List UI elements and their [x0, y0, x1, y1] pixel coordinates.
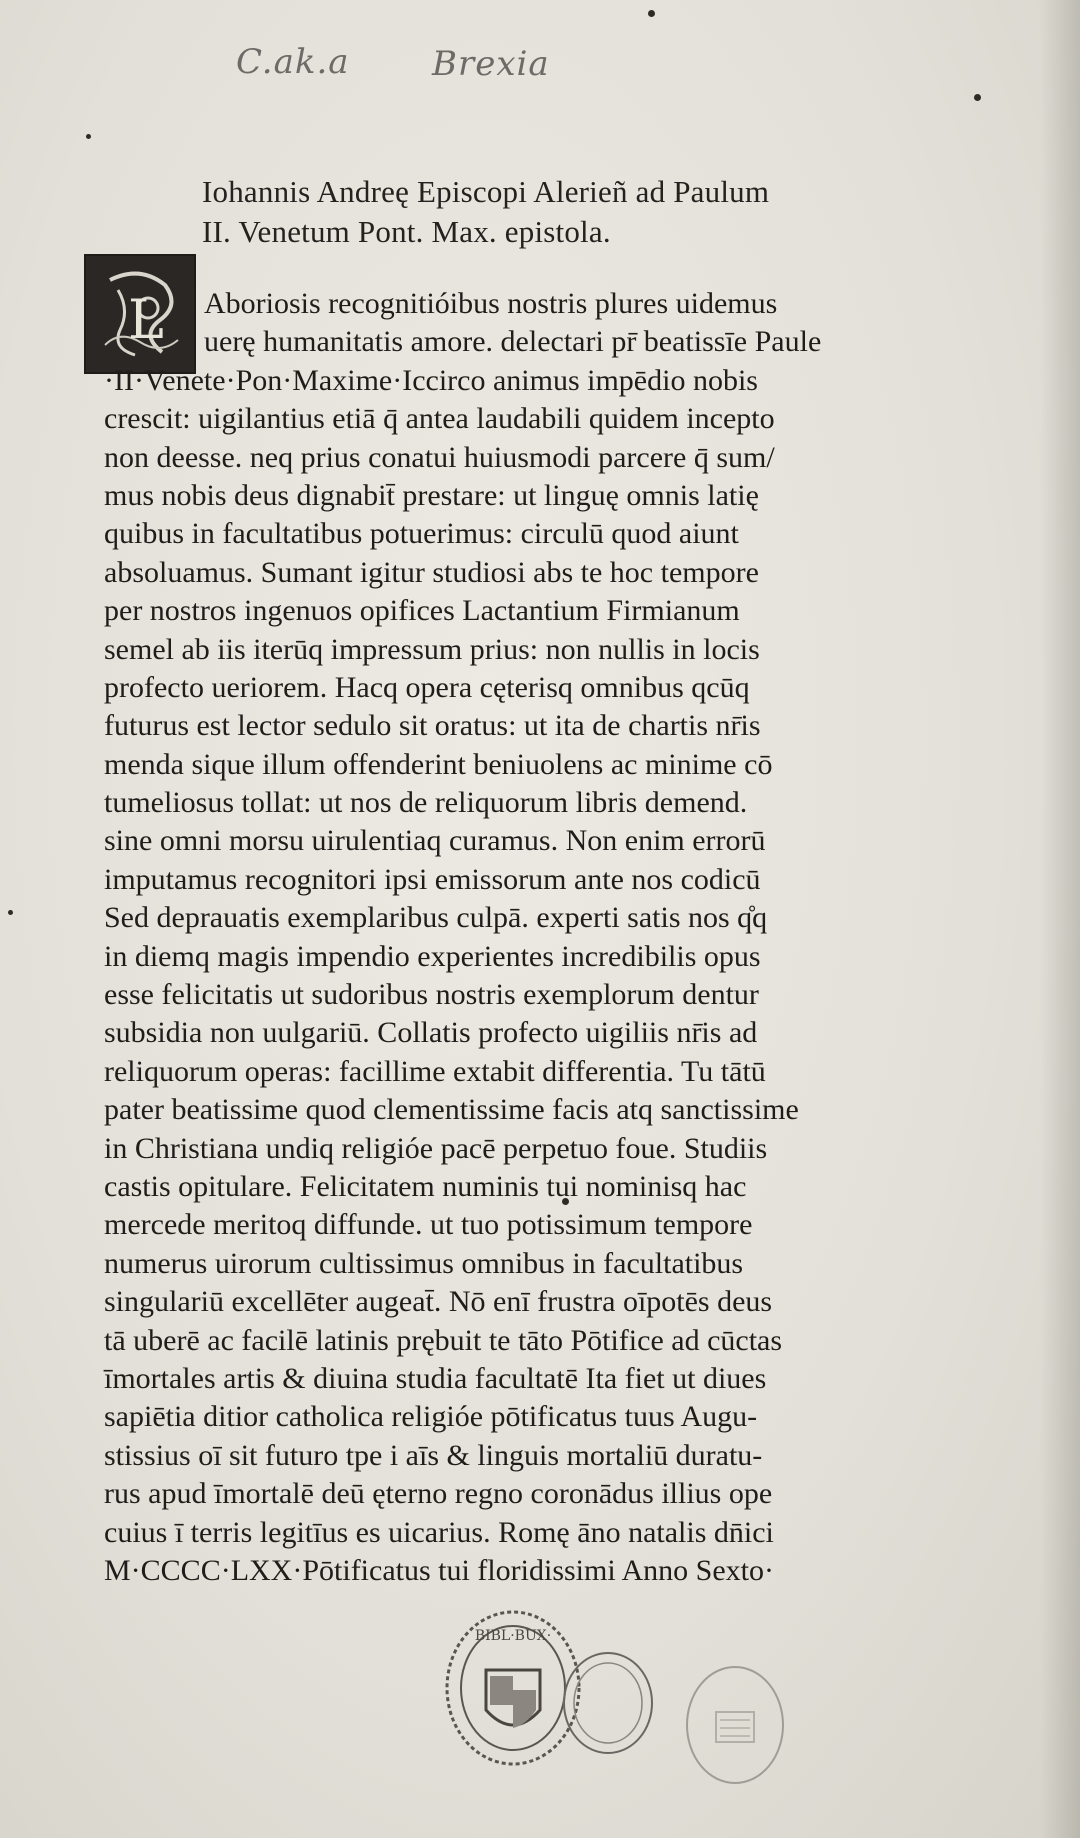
text-line: quibus in facultatibus potuerimus: circulū quod aiunt: [104, 517, 739, 551]
ink-speck: [86, 134, 91, 139]
faded-stamp-icon: [558, 1648, 658, 1758]
ink-speck: [8, 910, 13, 915]
marginal-note-right: Brexia: [432, 44, 550, 84]
text-line: imputamus recognitori ipsi emissorum ante nos codicū: [104, 862, 761, 896]
ink-speck: [648, 10, 655, 17]
svg-text:BIBL·BUX·: BIBL·BUX·: [474, 1628, 552, 1644]
text-line: tā uberē ac facilē latinis prębuit te tāto Pōtifice ad cūctas: [104, 1323, 783, 1357]
text-line: absoluamus. Sumant igitur studiosi abs te hoc tempore: [104, 555, 759, 589]
text-line: uerę humanitatis amore. delectari pr̄ beatissīe Paule: [204, 325, 822, 359]
marginal-note-left: C.ak.a: [236, 42, 350, 82]
text-line: numerus uirorum cultissimus omnibus in facultatibus: [104, 1246, 744, 1280]
text-line: cuius ī terris legitīus es uicarius. Romę āno natalis dn̄ici: [104, 1515, 774, 1549]
faint-stamp-icon: [680, 1660, 790, 1790]
text-line: īmortales artis & diuina studia facultatē Ita fiet ut diues: [104, 1361, 767, 1395]
text-line: in diemq magis impendio experientes incredibilis opus: [104, 939, 761, 973]
text-line: reliquorum operas: facillime extabit differentia. Tu tātū: [104, 1054, 766, 1088]
text-line: futurus est lector sedulo sit oratus: ut ita de chartis nr̄is: [104, 709, 761, 743]
text-line: profecto ueriorem. Hacq opera cęterisq omnibus qcūq: [104, 670, 750, 704]
text-line: in Christiana undiq religióe pacē perpetuo foue. Studiis: [104, 1131, 768, 1165]
text-line: non deesse. neq prius conatui huiusmodi parcere q̄ sum/: [104, 440, 775, 474]
text-line: sapiētia ditior catholica religióe pōtificatus tuus Augu-: [104, 1400, 758, 1434]
text-line: esse felicitatis ut sudoribus nostris exemplorum dentur: [104, 978, 759, 1012]
text-line: sine omni morsu uirulentiaq curamus. Non enim errorū: [104, 824, 766, 858]
text-line: semel ab iis iterūq impressum prius: non nullis in locis: [104, 632, 760, 666]
heading-line-1: Iohannis Andreę Episcopi Alerieñ ad Paulum: [202, 174, 770, 209]
text-line: subsidia non uulgariū. Collatis profecto uigiliis nr̄is ad: [104, 1016, 758, 1050]
text-line: M·CCCC·LXX·Pōtificatus tui floridissimi Anno Sexto·: [104, 1553, 775, 1587]
text-line: menda sique illum offenderint beniuolens ac minime cō: [104, 747, 773, 781]
text-line: ·II·Venete·Pon·Maxime·Iccirco animus impēdio nobis: [104, 363, 758, 397]
text-line: stissius oī sit futuro tpe i aīs & linguis mortaliū duratu-: [104, 1438, 763, 1472]
svg-text:L: L: [128, 288, 164, 351]
text-line: crescit: uigilantius etiā q̄ antea laudabili quidem incepto: [104, 402, 775, 436]
text-line: per nostros ingenuos opifices Lactantium Firmianum: [104, 594, 740, 628]
page-edge-shadow: [1040, 0, 1080, 1838]
text-line: Sed deprauatis exemplaribus culpā. experti satis nos q̊q: [104, 901, 768, 935]
text-line: mercede meritoq diffunde. ut tuo potissimum tempore: [104, 1208, 753, 1242]
heading-line-2: II. Venetum Pont. Max. epistola.: [202, 214, 611, 249]
text-line: rus apud īmortalē deū ęterno regno coronādus illius ope: [104, 1477, 773, 1511]
text-line: singulariū excellēter augeat̄. Nō enī frustra oīpotēs deus: [104, 1285, 773, 1319]
epistle-body: [104, 285, 934, 1590]
text-line: tumeliosus tollat: ut nos de reliquorum libris demend.: [104, 786, 748, 820]
text-line: castis opitulare. Felicitatem numinis tui nominisq hac: [104, 1169, 747, 1203]
ink-speck: [974, 94, 981, 101]
text-line: pater beatissime quod clementissime facis atq sanctissime: [104, 1093, 799, 1127]
text-line: Aboriosis recognitióibus nostris plures uidemus: [204, 287, 778, 320]
epistle-heading: [202, 172, 922, 252]
text-line: mus nobis deus dignabit̄ prestare: ut linguę omnis latię: [104, 478, 759, 512]
